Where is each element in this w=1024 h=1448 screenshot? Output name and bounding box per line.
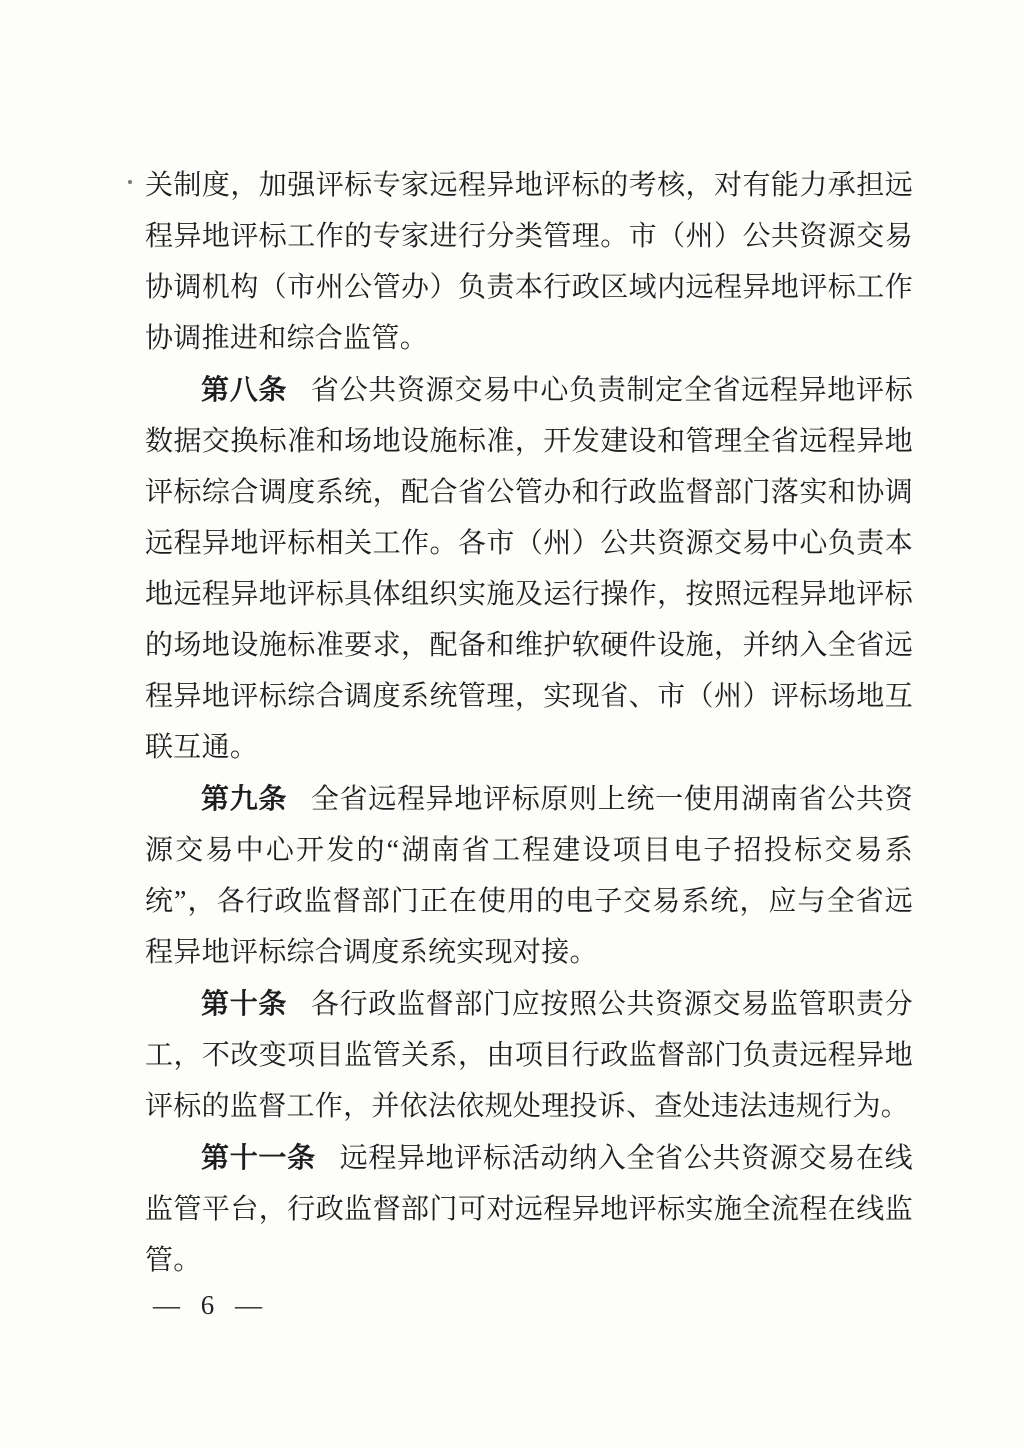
paragraph-text: 省公共资源交易中心负责制定全省远程异地评标数据交换标准和场地设施标准，开发建设和管理全省远程异地评标综合调度系统，配合省公管办和行政监督部门落实和协调远程异地评标相关工作。各市（州）公共资源交易中心负责本地远程异地评标具体组织实施及运行操作，按照远程异地评标的场地设施标准要求，配备和维护软硬件设施，并纳入全省远程异地评标综合调度系统管理，实现省、市（州）评标场地互联互通。 <box>145 375 913 763</box>
article-10-heading: 第十条 <box>201 988 288 1019</box>
paragraph-article-9 <box>145 773 913 978</box>
scan-artifact-dot <box>128 180 132 184</box>
paragraph-text: 远程异地评标活动纳入全省公共资源交易在线监管平台，行政监督部门可对远程异地评标实施全流程在线监管。 <box>145 1143 913 1276</box>
paragraph-text: 全省远程异地评标原则上统一使用湖南省公共资源交易中心开发的“湖南省工程建设项目电子招投标交易系统”，各行政监督部门正在使用的电子交易系统，应与全省远程异地评标综合调度系统实现对接。 <box>145 784 913 968</box>
page-footer <box>153 1290 262 1321</box>
article-8-heading: 第八条 <box>201 374 288 405</box>
paragraph-article-11 <box>145 1132 913 1286</box>
document-body <box>145 160 913 1286</box>
paragraph-article-10 <box>145 978 913 1132</box>
article-11-heading: 第十一条 <box>201 1142 316 1173</box>
article-9-heading: 第九条 <box>201 783 288 814</box>
paragraph-text: 各行政监督部门应按照公共资源交易监管职责分工，不改变项目监管关系，由项目行政监督部门负责远程异地评标的监督工作，并依法依规处理投诉、查处违法违规行为。 <box>145 989 913 1122</box>
page-number: — 6 — <box>153 1290 262 1320</box>
paragraph-article-8 <box>145 364 913 773</box>
paragraph-text: 关制度，加强评标专家远程异地评标的考核，对有能力承担远程异地评标工作的专家进行分类管理。市（州）公共资源交易协调机构（市州公管办）负责本行政区域内远程异地评标工作协调推进和综合监管。 <box>145 170 913 354</box>
paragraph-continuation <box>145 160 913 364</box>
